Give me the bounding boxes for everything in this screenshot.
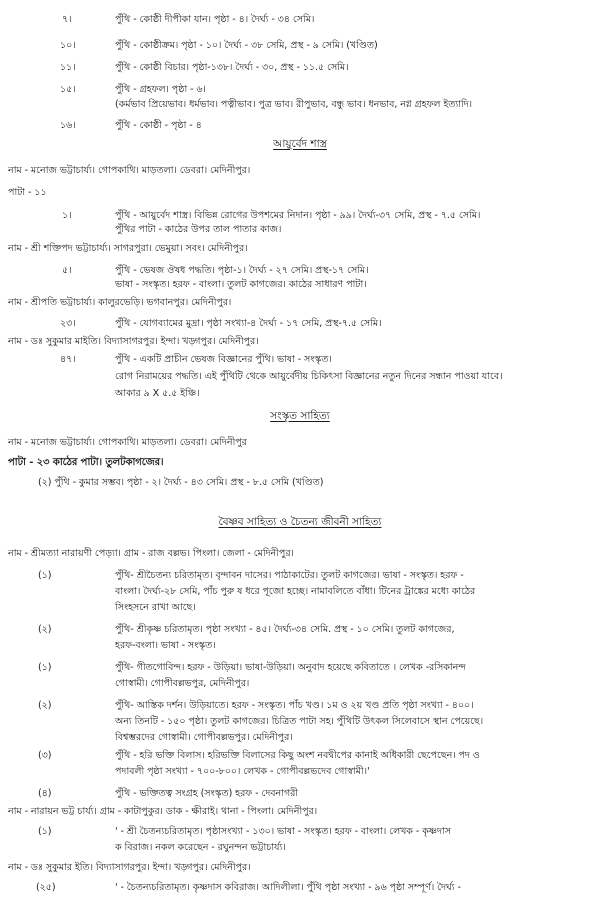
text-line: হরফ-বংলা। ভাষা - সংস্কৃত। bbox=[115, 640, 216, 651]
text-line: (কর্মভাব প্রিয়েভাব। ধর্মভাব। পত্নীভাব। পুত্র ভাব। রীপুভাব, বন্ধু ভাব। ধনভাব, নগ্ন গ্রহফল ইত্যাদি। bbox=[115, 99, 472, 110]
text-line: পুঁথি - কোষ্ঠীক্রম। পৃষ্ঠা - ১০। দৈর্ঘ্য - ৩৮ সেমি, প্রস্থ - ৯ সেমি। (খণ্ডিত) bbox=[115, 40, 378, 51]
text-line: পুঁথি- গীতগোবিন্দ। হরফ - উড়িয়া। ভাষা-উড়িয়া। অনুবাদ হয়েছে কবিতাতে । লেখক -রসিকানন্দ bbox=[115, 662, 466, 673]
text-line: (২) bbox=[38, 700, 52, 711]
text-line: পুঁথি - কোষ্ঠী দীপীকা যান। পৃষ্ঠা - ৪। দৈর্ঘ্য - ৩৪ সেমি। bbox=[115, 14, 315, 25]
section-heading bbox=[0, 138, 600, 151]
text-line: অন্য তিনটি - ১৫০ পৃষ্ঠা। তুলট কাগজের। চিত্রিত পাটা সহ। পুঁথিটি উৎকল সিলেবাসে স্থান পেয়েছে। bbox=[115, 716, 484, 727]
text-line: ২৩। bbox=[60, 318, 76, 329]
text-line: পুঁথি - কোষ্ঠী বিচার। পৃষ্ঠা-১৩৮। দৈর্ঘ্য - ৩০, প্রস্থ - ১১.৫ সেমি। bbox=[115, 62, 349, 73]
text-line: ১। bbox=[62, 210, 72, 221]
section-heading bbox=[0, 410, 600, 423]
text-line: (২৫) bbox=[36, 882, 56, 893]
text-line: নাম - মনোজ ভট্টাচার্য্য। গোপকাথি। মাড়তলা। ডেবরা। মেদিনীপুর bbox=[8, 437, 247, 448]
text-line: (২) bbox=[38, 624, 52, 635]
text-line: গোস্বামী। গোপীবল্লভপুর, মেদিনীপুর। bbox=[115, 678, 250, 689]
text-line: পুঁথি- শ্রীচৈতন্য চরিতামৃত। বৃন্দাবন দাসের। পাঠাকাটের। তুলট কাগজের। ভাষা - সংস্কৃত। হরফ - bbox=[115, 570, 464, 581]
text-line: পুঁথি- আস্তিক দর্শন। উড়িয়াতে। হরফ - সংস্কৃত। পাঁচ খণ্ড। ১ম ও ২য় খণ্ড প্রতি পৃষ্ঠা সংখ্যা - ৪০০। bbox=[115, 700, 474, 711]
text-line: (৩) bbox=[38, 750, 52, 761]
text-line: ভাষা - সংস্কৃত। হরফ - বাংলা। তুলট কাগজের। কাঠের সাধারণ পাটা। bbox=[115, 279, 367, 290]
text-line: ১১। bbox=[60, 62, 76, 73]
text-line: পুঁথি - ভেষজ ঔষধ পদ্ধতি। পৃষ্ঠা-১। দৈর্ঘ্য - ২৭ সেমি। প্রস্থ-১৭ সেমি। bbox=[115, 265, 369, 276]
section-heading bbox=[0, 516, 600, 529]
text-line: ক বিরাজ। নকল করেছেন - রঘুনন্দন ভট্টাচার্য্য। bbox=[115, 842, 286, 853]
text-line: ১৬। bbox=[60, 120, 76, 131]
text-line: সিংহসনে রাখা আছে। bbox=[115, 602, 196, 613]
text-line: পাটা - ১১ bbox=[8, 187, 47, 198]
text-line: পুঁথি - আয়ুর্বেদ শাস্ত্র। বিভিন্ন রোগের উপশমের নিদান। পৃষ্ঠা - ৯৯। দৈর্ঘ্য-৩৭ সেমি, প্রস্থ - ৭.৫ সেমি। bbox=[115, 210, 481, 221]
text-line: ৫। bbox=[62, 265, 72, 276]
text-line: ১০। bbox=[60, 40, 76, 51]
text-line: নাম - শ্রী শক্তিপদ ভট্টাচার্য্য। সাগরপুরা। ভেমুয়া। সবং। মেদিনীপুর। bbox=[8, 243, 248, 254]
text-line: (১) bbox=[38, 826, 52, 837]
text-line: পুঁথি - কোষ্ঠী - পৃষ্ঠা - ৪ bbox=[115, 120, 202, 131]
section-heading-text: সংস্কৃত সাহিত্য bbox=[270, 410, 330, 422]
text-line: পদাবলী পৃষ্ঠা সংখ্যা - ৭০০-৮০০। লেখক - গোপীবল্লভদেব গোস্বামী।' bbox=[115, 766, 370, 777]
text-line: নাম - শ্রীপতি ভট্টাচার্য্য। কালুরভেড়ি। ভগবানপুর। মেদিনীপুর। bbox=[8, 297, 232, 308]
text-line: পুঁথি - যোগব্যামের মুদ্রা। পৃষ্ঠা সংখ্যা-৪ দৈর্ঘ্য - ১৭ সেমি, প্রস্থ-৭.৫ সেমি। bbox=[115, 318, 382, 329]
section-heading-text: আয়ুর্বেদ শাস্ত্র bbox=[273, 138, 327, 150]
text-line: পুঁথি - ভক্তিতত্ব সংগ্রহ (সংস্কৃত) হরফ - দেবনাগরী bbox=[115, 788, 299, 799]
text-line: নাম - মনোজ ভট্টাচার্য্য। গোপকাথি। মাড়তলা। ডেবরা। মেদিনীপুর। bbox=[8, 165, 251, 176]
text-line: ' - চৈতন্যচরিতামৃত। কৃষ্ণদাস কবিরাজ। আদিলীলা। পুঁথি পৃষ্ঠা সংখ্যা - ৯৬ পৃষ্ঠা সম্পূর্ণ। দৈর্ঘ্য - bbox=[115, 882, 461, 893]
text-line: পুঁথি - গ্রহফল। পৃষ্ঠা - ৬। bbox=[115, 84, 206, 95]
text-line: (১) bbox=[38, 662, 52, 673]
text-line: ' - শ্রী চৈতন্যচরিতামৃত। পৃষ্ঠাসংখ্যা - ১৩০। ভাষা - সংস্কৃত। হরফ - বাংলা। লেখক - কৃষ্ণদাস bbox=[115, 826, 451, 837]
text-line: বিশ্বম্ভরদের গোস্বামী। গোপীবল্লভপুর। মেদিনীপুর। bbox=[115, 732, 293, 743]
text-line: ৭। bbox=[62, 14, 72, 25]
text-line: পুঁথি - একটি প্রাচীন ভেষজ বিজ্ঞানের পুঁথি। ভাষা - সংস্কৃত। bbox=[115, 354, 332, 365]
text-line: ১৫। bbox=[60, 84, 76, 95]
text-line: বাংলা। দৈর্ঘ্য-২৮ সেমি, পাঁচ পুরু ষ ধরে পূজো হচ্ছে। নামাবলিতে বাঁধা। টিনের ট্রাঙ্কের মধ্যে কাঠের bbox=[115, 586, 476, 597]
section-heading-text: বৈষ্ণব সাহিত্য ও চৈতন্য জীবনী সাহিত্য bbox=[218, 516, 382, 528]
text-line: পুঁথি- শ্রীকৃষ্ণ চরিতামৃত। পৃষ্ঠা সংখ্যা - ৪৫। দৈর্ঘ্য-৩৪ সেমি. প্রস্থ - ১০ সেমি। তুলট কাগজের, bbox=[115, 624, 455, 635]
text-line: রোগ নিরাময়ের পদ্ধতি। এই পুঁথিটি থেকে আয়ুর্বেদীয় চিকিৎসা বিজ্ঞানের নতুন দিনের সন্ধান পাওয়া যাবে। bbox=[115, 371, 503, 382]
text-line: নাম - ডঃ সুকুমার মাইতি। বিদ্যাসাগরপুর। ইন্দা। খড়্গপুর। মেদিনীপুর। bbox=[8, 336, 259, 347]
text-line: নাম - ডঃ সুকুমার ইতি। বিদ্যাসাগরপুর। ইন্দা। খড়্গপুর। মেদিনীপুর। bbox=[8, 862, 251, 873]
text-line: ৪৭। bbox=[60, 354, 76, 365]
text-line: পুঁথি - হরি ভক্তি বিলাস। হরিভক্তি বিলাসের কিছু অংশ নবদ্বীপের কানাই অধিকারী ছেপেছেন। পদ ও bbox=[115, 750, 480, 761]
text-line: নাম - নারায়ন ভট্ট চার্য্য। গ্রাম - কাটাপুকুর। ডাক - ক্ষীরাই। থানা - পিংলা। মেদিনীপুর। bbox=[8, 806, 318, 817]
text-line: পাটা - ২৩ কাঠের পাটা। তুলটকাগজের। bbox=[8, 457, 164, 468]
text-line: পুঁথির পাটা - কাঠের উপর তাল পাতার কাজ। bbox=[115, 224, 282, 235]
text-line: নাম - শ্রীমত্যা নারায়ণী পেড়্যা। গ্রাম - রাজ বল্লভ। পিংলা। জেলা - মেদিনীপুর। bbox=[8, 548, 294, 559]
text-line: (৪) bbox=[38, 788, 52, 799]
text-line: আকার ৯ X ৫.৫ ইঞ্চি। bbox=[115, 388, 200, 399]
text-line: (১) bbox=[38, 570, 52, 581]
text-line: (২) পুঁথি - কুমার সম্ভব। পৃষ্ঠা - ২। দৈর্ঘ্য - ৪৩ সেমি। প্রস্থ - ৮.৫ সেমি (খণ্ডিত) bbox=[38, 477, 324, 488]
